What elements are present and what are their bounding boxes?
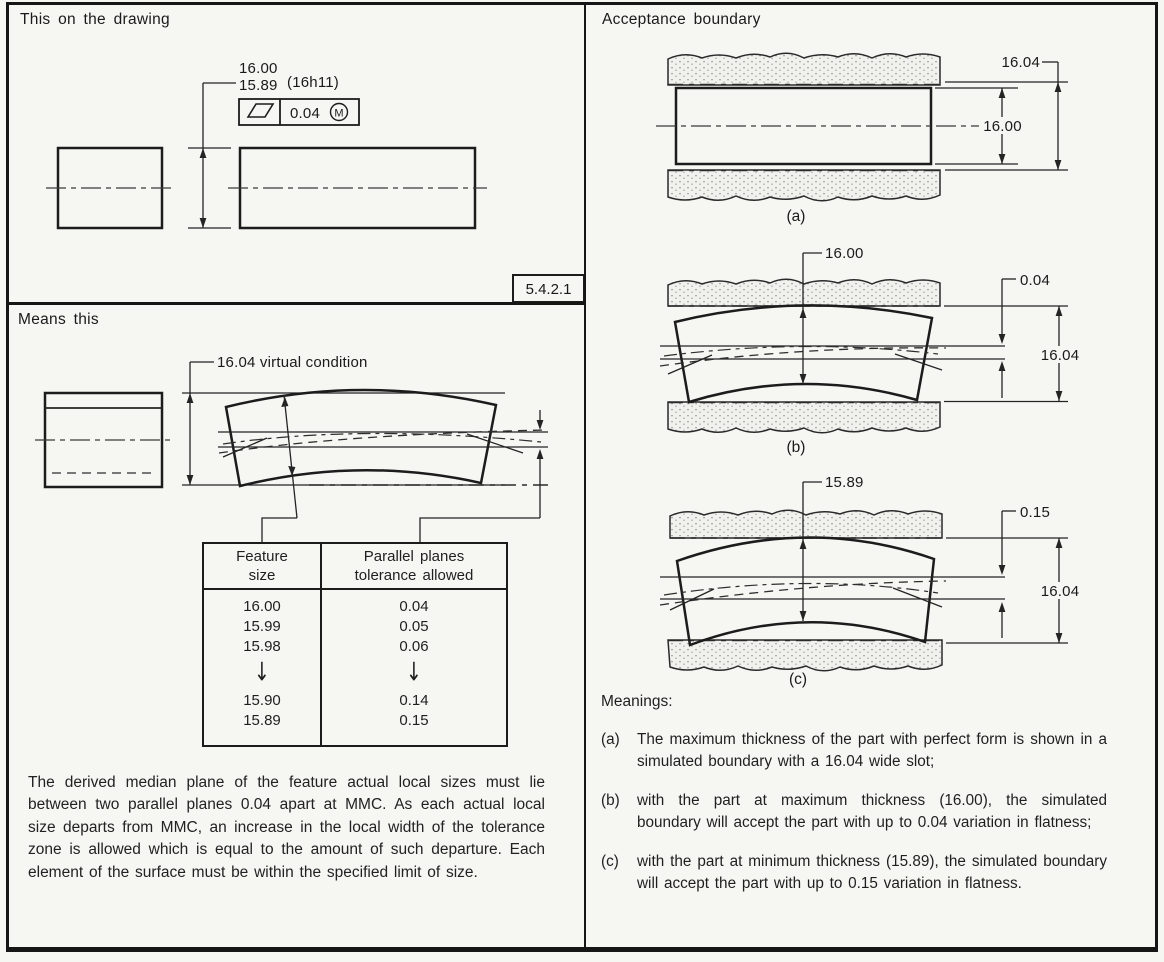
- table-cell: 0.04: [399, 598, 429, 615]
- slot-width-value: 16.04: [1040, 347, 1080, 364]
- flatness-zone-dimension: [999, 272, 1050, 398]
- part-thickness-dimension: [979, 88, 1026, 164]
- acceptance-boundary-diagrams: [590, 24, 1156, 690]
- header-line: Feature: [236, 548, 288, 565]
- figure-a-label: (a): [786, 208, 806, 225]
- flatness-icon: [248, 104, 273, 117]
- meaning-item-b: [601, 790, 1107, 833]
- table-cell: 0.14: [399, 692, 429, 709]
- means-explanation-paragraph: The derived median plane of the feature actual local sizes must lie between two parallel planes 0.04 apart at MMC. As each actual local size departs from MMC, an increase in the local width of the tolerance zone is allowed which is equal to the amount of such departure. Each element of the surface must be within the specified limit of size.: [28, 774, 545, 881]
- slot-width-value: 16.04: [1040, 583, 1080, 600]
- feature-size-header: [204, 544, 320, 590]
- simulated-boundary-top: [670, 510, 942, 538]
- header-line: Parallel planes: [363, 548, 465, 565]
- part-side-view: [228, 148, 487, 228]
- table-cell: 0.05: [399, 618, 429, 635]
- simulated-boundary-top: [668, 279, 940, 306]
- meaning-item-text: The maximum thickness of the part with perfect form is shown in a simulated boundary with a 16.04 wide slot;: [637, 731, 1107, 770]
- flatness-zone-value: 0.04: [1020, 272, 1050, 289]
- virtual-condition-dimension: [187, 354, 368, 485]
- figure-c: [660, 474, 1084, 688]
- tolerance-allowed-column: [322, 544, 506, 745]
- drawing-panel-diagram: [9, 6, 584, 302]
- slot-width-value: 16.04: [1001, 54, 1040, 71]
- median-zone: [218, 410, 548, 518]
- simulated-boundary-bottom: [668, 402, 940, 433]
- feature-size-column: [204, 544, 322, 745]
- size-lower-label: 15.89: [239, 77, 278, 94]
- acceptance-panel-title: Acceptance boundary: [602, 11, 761, 28]
- tolerance-allowed-values: [322, 590, 506, 745]
- arrowhead-up: [200, 148, 207, 158]
- meaning-item-a: [601, 729, 1107, 772]
- figure-b-label: (b): [786, 439, 806, 456]
- meaning-item-text: with the part at maximum thickness (16.00), the simulated boundary will accept the part with up to 0.04 variation in flatness;: [637, 792, 1107, 831]
- simulated-boundary-bottom: [668, 640, 942, 671]
- tolerance-table: [202, 542, 508, 747]
- mmc-modifier-letter: M: [334, 107, 344, 120]
- part-thickness-value: 16.00: [825, 245, 864, 262]
- table-cell: 15.98: [243, 638, 281, 655]
- column-divider: [584, 5, 586, 947]
- table-cell: 15.90: [243, 692, 281, 709]
- tolerance-allowed-header: [322, 544, 506, 590]
- meaning-item-label: (a): [601, 731, 620, 748]
- drawing-panel-bottom-border: [9, 302, 584, 305]
- size-fit-label: (16h11): [287, 74, 339, 91]
- part-thickness-dimension: [800, 245, 864, 384]
- part-end-view: [46, 148, 174, 228]
- means-diagram: [9, 306, 584, 554]
- figure-a: [656, 53, 1068, 225]
- local-size-line: [281, 395, 297, 518]
- fcf-tolerance-value: 0.04: [290, 105, 320, 122]
- median-zone: [660, 577, 1005, 610]
- down-arrow-icon: ↓: [254, 657, 270, 688]
- arrowhead-down: [200, 218, 207, 228]
- part-end-view: [35, 393, 170, 487]
- size-dimension: [188, 60, 339, 228]
- table-cell: 0.06: [399, 638, 429, 655]
- meanings-section: [601, 693, 1107, 894]
- meaning-item-text: with the part at minimum thickness (15.89), the simulated boundary will accept the part with up to 0.15 variation in flatness.: [637, 853, 1107, 892]
- meaning-item-label: (b): [601, 792, 620, 809]
- header-line: size: [248, 567, 276, 584]
- ref-number: 5.4.2.1: [525, 281, 572, 298]
- meaning-item-c: [601, 851, 1107, 894]
- table-leaders: [262, 518, 540, 543]
- figure-b: [660, 245, 1084, 456]
- simulated-boundary-bottom: [668, 170, 940, 201]
- feature-size-values: [204, 590, 320, 745]
- slot-width-dimension: [944, 306, 1084, 402]
- flatness-zone-value: 0.15: [1020, 504, 1050, 521]
- table-cell: 15.99: [243, 618, 281, 635]
- down-arrow-icon: ↓: [406, 657, 422, 688]
- header-line: tolerance allowed: [354, 567, 474, 584]
- figure-c-label: (c): [788, 671, 808, 688]
- median-zone: [660, 346, 1005, 374]
- table-cell: 0.15: [399, 712, 429, 729]
- bowed-part-outline: [677, 537, 934, 645]
- part-thickness-value: 16.00: [983, 118, 1022, 135]
- size-upper-label: 16.00: [239, 60, 278, 77]
- table-cell: 16.00: [243, 598, 281, 615]
- meanings-title: Meanings:: [601, 693, 673, 710]
- slot-width-dimension: [946, 538, 1084, 643]
- meaning-item-label: (c): [601, 853, 619, 870]
- virtual-condition-label: 16.04 virtual condition: [217, 354, 368, 371]
- ref-number-box: [513, 275, 584, 302]
- flatness-zone-dimension: [999, 504, 1050, 638]
- means-panel-title: Means this: [18, 311, 99, 328]
- slot-width-dimension: [1001, 54, 1061, 170]
- drawing-panel-title: This on the drawing: [20, 11, 170, 28]
- part-thickness-value: 15.89: [825, 474, 864, 491]
- simulated-boundary-top: [668, 53, 940, 85]
- feature-control-frame: [239, 99, 359, 125]
- table-cell: 15.89: [243, 712, 281, 729]
